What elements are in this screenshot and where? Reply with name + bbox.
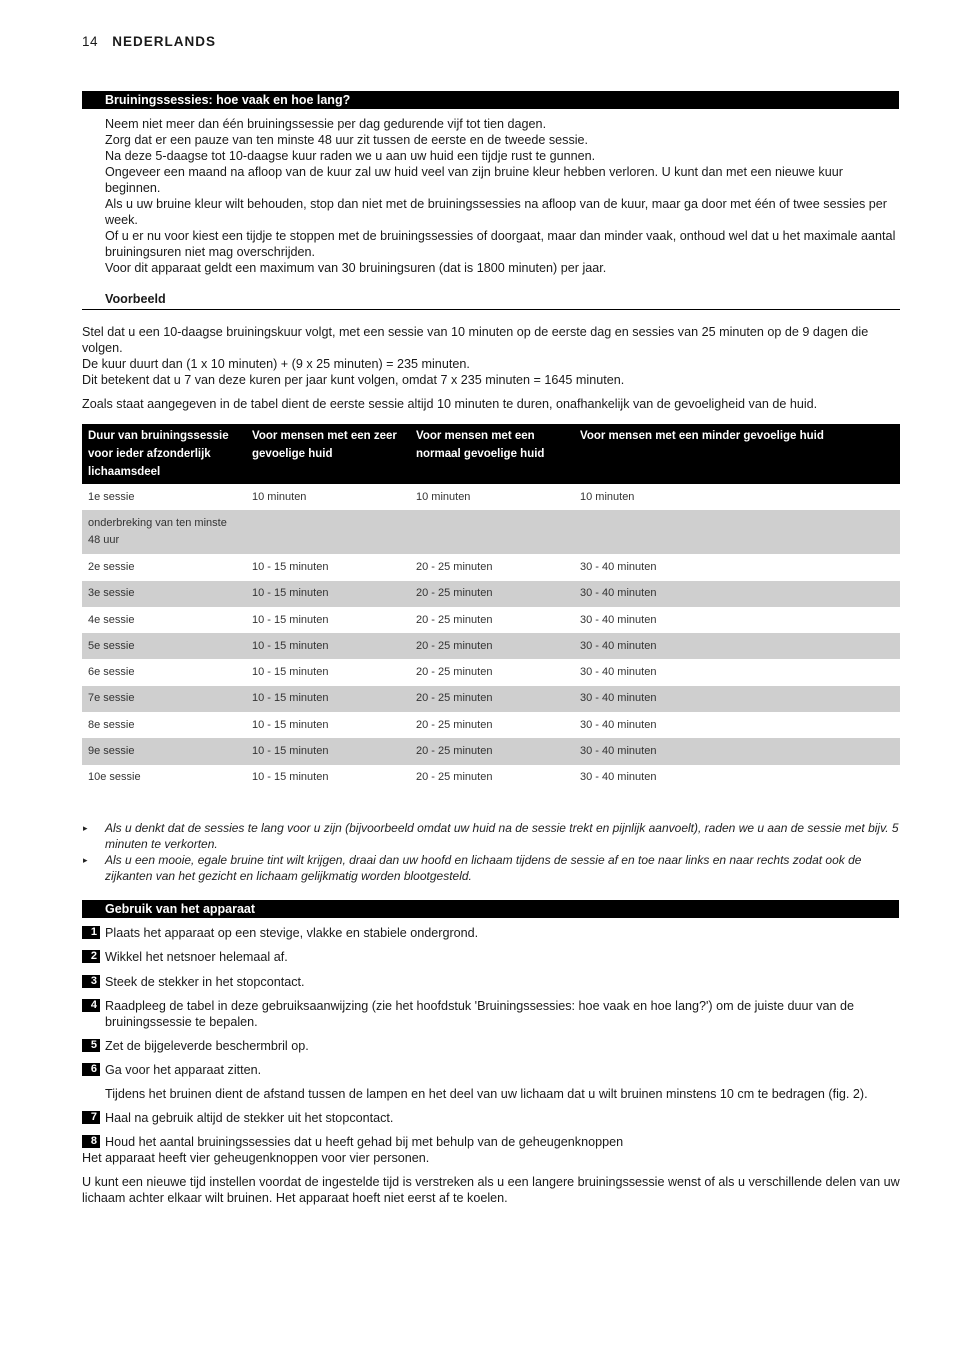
- table-row: [82, 738, 900, 764]
- table-cell: 1e sessie: [88, 490, 135, 503]
- step-8: [82, 1134, 900, 1150]
- example-note: Zoals staat aangegeven in de tabel dient de eerste sessie altijd 10 minuten te duren, onafhankelijk van de gevoeligheid van de huid.: [82, 397, 818, 411]
- step-number-badge: 6: [82, 1063, 100, 1076]
- bullet-triangle-icon: ▸: [83, 823, 88, 833]
- table-cell: 10 - 15 minuten: [252, 666, 329, 679]
- paragraph: Ongeveer een maand na afloop van de kuur zal uw huid veel van zijn bruine kleur hebben verloren. U kunt dan met een nieuwe kuur beginnen.: [105, 165, 843, 195]
- table-row: [82, 686, 900, 712]
- step-text: Houd het aantal bruiningssessies dat u heeft gehad bij met behulp van de geheugenknoppen: [105, 1135, 624, 1149]
- table-cell: [246, 510, 410, 554]
- paragraph: Na deze 5-daagse tot 10-daagse kuur raden we u aan uw huid een tijdje rust te gunnen.: [105, 149, 596, 163]
- step-6-note: [82, 1086, 900, 1102]
- example-heading: Voorbeeld: [82, 292, 900, 310]
- step-number-badge: 8: [82, 1135, 100, 1148]
- table-cell: 30 - 40 minuten: [580, 771, 657, 784]
- table-cell: 20 - 25 minuten: [410, 686, 574, 712]
- table-cell: 6e sessie: [88, 666, 135, 679]
- bullet-triangle-icon: ▸: [83, 855, 88, 865]
- tip-text: Als u denkt dat de sessies te lang voor u zijn (bijvoorbeeld omdat uw huid na de sessie trekt en pijnlijk aanvoelt), raden we u aan de sessie met bijv. 5 minuten te verkorten.: [105, 821, 899, 851]
- table-row: [82, 712, 900, 738]
- section-title-sessions: Bruiningssessies: hoe vaak en hoe lang?: [82, 91, 899, 109]
- table-row: [82, 554, 900, 580]
- table-header-row: [82, 424, 900, 484]
- table-cell: 10 - 15 minuten: [252, 560, 329, 573]
- table-cell: 20 - 25 minuten: [416, 718, 493, 731]
- page-number: 14: [82, 34, 99, 49]
- table-cell: 10 - 15 minuten: [246, 686, 410, 712]
- step-number-badge: 3: [82, 975, 100, 988]
- step-text: Haal na gebruik altijd de stekker uit het stopcontact.: [105, 1111, 394, 1125]
- table-cell: onderbreking van ten minste 48 uur: [82, 510, 246, 554]
- table-row: [82, 581, 900, 607]
- table-cell: 10 - 15 minuten: [252, 771, 329, 784]
- table-cell: 10 - 15 minuten: [246, 633, 410, 659]
- paragraph: Zorg dat er een pauze van ten minste 48 uur zit tussen de eerste en de tweede sessie.: [105, 133, 589, 147]
- paragraph: Dit betekent dat u 7 van deze kuren per jaar kunt volgen, omdat 7 x 235 minuten = 1645 minuten.: [82, 373, 625, 387]
- table-cell: 8e sessie: [88, 718, 135, 731]
- tips-list: [82, 820, 900, 884]
- table-row: [82, 659, 900, 685]
- paragraph: De kuur duurt dan (1 x 10 minuten) + (9 x 25 minuten) = 235 minuten.: [82, 357, 470, 371]
- table-cell: [574, 510, 900, 554]
- paragraph: Als u uw bruine kleur wilt behouden, stop dan niet met de bruiningssessies na afloop van de kuur, maar ga door met één of twee sessies per week.: [105, 197, 887, 227]
- example-body: [82, 324, 900, 388]
- step-6: [82, 1062, 900, 1078]
- table-cell: 10 - 15 minuten: [252, 718, 329, 731]
- table-cell: 30 - 40 minuten: [580, 613, 657, 626]
- table-cell: 20 - 25 minuten: [410, 738, 574, 764]
- step-text: Wikkel het netsnoer helemaal af.: [105, 950, 288, 964]
- step-2: [82, 949, 900, 965]
- table-cell: 4e sessie: [88, 613, 135, 626]
- step-number-badge: 4: [82, 999, 100, 1012]
- step-7: [82, 1110, 900, 1126]
- paragraph: Stel dat u een 10-daagse bruiningskuur volgt, met een sessie van 10 minuten op de eerste dag en sessies van 25 minuten op de 9 dagen die volgen.: [82, 325, 869, 355]
- table-cell: 10 - 15 minuten: [246, 738, 410, 764]
- table-cell: 10 - 15 minuten: [246, 581, 410, 607]
- table-cell: 10 - 15 minuten: [252, 613, 329, 626]
- list-item: [82, 820, 900, 852]
- table-cell: [410, 510, 574, 554]
- section-title-usage: Gebruik van het apparaat: [82, 900, 899, 918]
- step-number-badge: 7: [82, 1111, 100, 1124]
- table-cell: 3e sessie: [82, 581, 246, 607]
- table-cell: 7e sessie: [82, 686, 246, 712]
- column-header-normal: Voor mensen met een normaal gevoelige huid: [410, 424, 574, 484]
- language-label: NEDERLANDS: [112, 34, 217, 49]
- table-cell: 20 - 25 minuten: [410, 633, 574, 659]
- final-paragraph: U kunt een nieuwe tijd instellen voordat de ingestelde tijd is verstreken als u een langere bruiningssessie wenst of als u verschillende delen van uw lichaam achter elkaar wilt bruinen. Het apparaat hoeft niet eerst af te koelen.: [82, 1175, 900, 1205]
- step-text: Raadpleeg de tabel in deze gebruiksaanwijzing (zie het hoofdstuk 'Bruiningssessies: hoe vaak en hoe lang?') om de juiste duur van de bruiningssessie te bepalen.: [105, 999, 855, 1029]
- table-cell: 2e sessie: [88, 560, 135, 573]
- table-cell: 30 - 40 minuten: [580, 666, 657, 679]
- table-row: [82, 510, 900, 554]
- step-text: Steek de stekker in het stopcontact.: [105, 975, 305, 989]
- table-cell: 30 - 40 minuten: [574, 738, 900, 764]
- column-header-duration: Duur van bruiningssessie voor ieder afzonderlijk lichaamsdeel: [82, 424, 246, 484]
- step-number-badge: 2: [82, 950, 100, 963]
- table-cell: 30 - 40 minuten: [580, 560, 657, 573]
- table-cell: 10 minuten: [580, 490, 635, 503]
- table-cell: 30 - 40 minuten: [580, 718, 657, 731]
- list-item: [82, 852, 900, 884]
- table-cell: 10e sessie: [88, 771, 141, 784]
- table-cell: 20 - 25 minuten: [410, 581, 574, 607]
- table-row: [82, 484, 900, 510]
- table-cell: 9e sessie: [82, 738, 246, 764]
- step-8-note: Het apparaat heeft vier geheugenknoppen voor vier personen.: [82, 1151, 430, 1165]
- step-number-badge: 1: [82, 926, 100, 939]
- step-3: [82, 974, 900, 990]
- step-5: [82, 1038, 900, 1054]
- section-sessions-body: [105, 116, 900, 276]
- table-cell: 20 - 25 minuten: [416, 771, 493, 784]
- step-number-badge: 5: [82, 1039, 100, 1052]
- table-cell: 10 minuten: [252, 490, 307, 503]
- paragraph: Voor dit apparaat geldt een maximum van 30 bruiningsuren (dat is 1800 minuten) per jaar.: [105, 261, 607, 275]
- paragraph: Of u er nu voor kiest een tijdje te stoppen met de bruiningssessies of doorgaat, maar dan minder vaak, onthoud wel dat u het maximale aantal bruiningsuren niet mag overschrijden.: [105, 229, 896, 259]
- step-1: [82, 925, 900, 941]
- tip-text: Als u een mooie, egale bruine tint wilt krijgen, draai dan uw hoofd en lichaam tijdens de sessie af en toe naar links en naar rechts zodat ook de zijkanten van het gezicht en lichaam gelijkmatig worden blootgesteld.: [105, 853, 862, 883]
- table-cell: 5e sessie: [82, 633, 246, 659]
- table-cell: 30 - 40 minuten: [574, 686, 900, 712]
- step-4: [82, 998, 900, 1030]
- table-row: [82, 633, 900, 659]
- table-cell: 20 - 25 minuten: [416, 666, 493, 679]
- step-note: Tijdens het bruinen dient de afstand tussen de lampen en het deel van uw lichaam dat u wilt bruinen minstens 10 cm te bedragen (fig. 2).: [105, 1087, 868, 1101]
- table-row: [82, 765, 900, 791]
- step-text: Ga voor het apparaat zitten.: [105, 1063, 262, 1077]
- table-cell: 20 - 25 minuten: [416, 560, 493, 573]
- table-cell: 30 - 40 minuten: [574, 633, 900, 659]
- column-header-very-sensitive: Voor mensen met een zeer gevoelige huid: [246, 424, 410, 484]
- step-text: Plaats het apparaat op een stevige, vlakke en stabiele ondergrond.: [105, 926, 479, 940]
- table-row: [82, 607, 900, 633]
- tanning-schedule-table: [82, 424, 900, 791]
- page-header: [82, 34, 216, 49]
- paragraph: Neem niet meer dan één bruiningssessie per dag gedurende vijf tot tien dagen.: [105, 117, 547, 131]
- table-cell: 30 - 40 minuten: [574, 581, 900, 607]
- table-cell: 10 minuten: [416, 490, 471, 503]
- table-cell: 20 - 25 minuten: [416, 613, 493, 626]
- step-text: Zet de bijgeleverde beschermbril op.: [105, 1039, 309, 1053]
- column-header-less-sensitive: Voor mensen met een minder gevoelige huid: [574, 424, 900, 484]
